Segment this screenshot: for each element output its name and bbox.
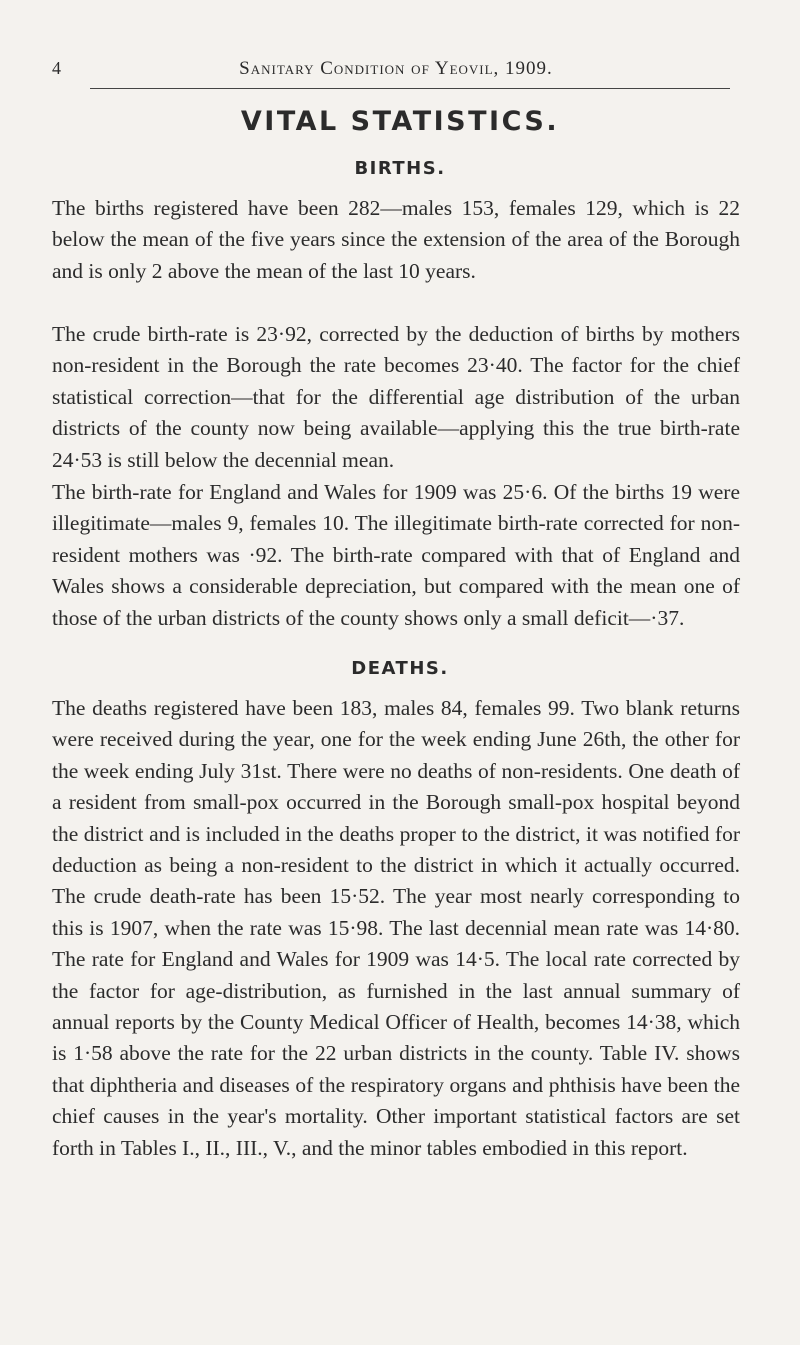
running-title: Sanitary Condition of Yeovil, 1909. — [239, 58, 553, 79]
section-heading-births: BIRTHS. — [354, 158, 446, 179]
deaths-paragraph-1: The deaths registered have been 183, males 84, females 99. Two blank returns were received during the year, one for the week ending June 26th, the other for the week ending July 31st. There were no deaths of non-residents. One death of a resident from small-pox occurred in the Borough small-pox hospital beyond the district and is included in the deaths proper to the district, it was notified for deduction as being a non-resident to the district in which it actually occurred. The crude death-rate has been 15·52. The year most nearly corresponding to this is 1907, when the rate was 15·98. The last decennial mean rate was 14·80. The rate for England and Wales for 1909 was 14·5. The local rate corrected by the factor for age-distribution, as furnished in the last annual summary of annual reports by the County Medical Officer of Health, becomes 14·38, which is 1·58 above the rate for the 22 urban districts in the county. Table IV. shows that diphtheria and diseases of the respiratory organs and phthisis have been the chief causes in the year's mortality. Other important statistical factors are set forth in Tables I., II., III., V., and the minor tables embodied in this report. — [52, 696, 740, 1160]
header-rule — [90, 88, 730, 89]
births-paragraph-1: The births registered have been 282—males 153, females 129, which is 22 below the mean of the five years since the extension of the area of the Borough and is only 2 above the mean of the last 10 years. — [52, 196, 740, 283]
running-header — [52, 58, 740, 86]
births-paragraph-2: The crude birth-rate is 23·92, corrected by the deduction of births by mothers non-resident in the Borough the rate becomes 23·40. The factor for the chief statistical correction—that for the differential age distribution of the urban districts of the county now being available—applying this the true birth-rate 24·53 is still below the decennial mean. — [52, 322, 740, 472]
page-title: VITAL STATISTICS. — [240, 106, 560, 137]
section-heading-deaths: DEATHS. — [351, 658, 449, 679]
births-paragraph-3: The birth-rate for England and Wales for 1909 was 25·6. Of the births 19 were illegitimate—males 9, females 10. The illegitimate birth-rate corrected for non-resident mothers was ·92. The birth-rate compared with that of England and Wales shows a considerable depreciation, but compared with the mean one of those of the urban districts of the county shows only a small deficit—·37. — [52, 480, 740, 630]
page-number: 4 — [52, 58, 61, 78]
